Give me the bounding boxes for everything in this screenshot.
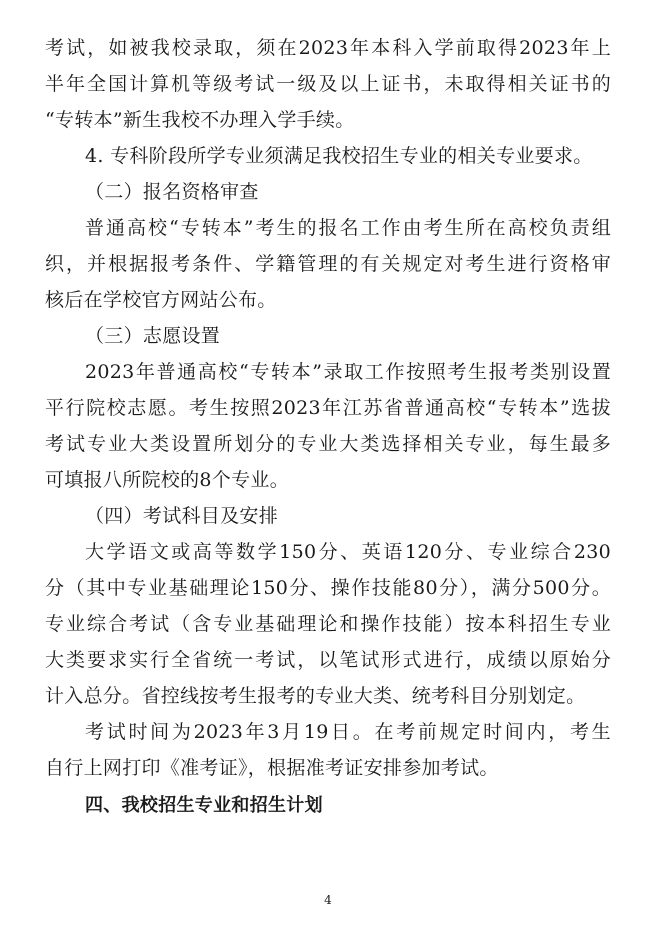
paragraph-line: “专转本”新生我校不办理入学手续。 <box>45 109 355 131</box>
paragraph-line: 2023年普通高校“专转本”录取工作按照考生报考类别设置 <box>85 361 611 383</box>
document-page <box>45 30 611 824</box>
paragraph-line: 4. 专科阶段所学专业须满足我校招生专业的相关专业要求。 <box>85 145 593 167</box>
paragraph-line: 平行院校志愿。考生按照2023年江苏省普通高校“专转本”选拔 <box>45 397 611 419</box>
paragraph-line: 考试专业大类设置所划分的专业大类选择相关专业，每生最多 <box>45 433 611 455</box>
paragraph-line: 半年全国计算机等级考试一级及以上证书，未取得相关证书的 <box>45 73 611 95</box>
paragraph-line: 核后在学校官方网站公布。 <box>45 289 277 311</box>
paragraph-line: 考试时间为2023年3月19日。在考前规定时间内，考生 <box>85 721 611 743</box>
paragraph-line: 大学语文或高等数学150分、英语120分、专业综合230 <box>85 541 611 563</box>
paragraph-line: 计入总分。省控线按考生报考的专业大类、统考科目分别划定。 <box>45 685 586 707</box>
paragraph-line: 可填报八所院校的8个专业。 <box>45 469 289 491</box>
section-title: （二）报名资格审查 <box>85 181 259 203</box>
paragraph-line: 考试，如被我校录取，须在2023年本科入学前取得2023年上 <box>45 37 611 59</box>
paragraph-line: 专业综合考试（含专业基础理论和操作技能）按本科招生专业 <box>45 613 611 635</box>
paragraph-line: 自行上网打印《准考证》，根据准考证安排参加考试。 <box>45 757 499 779</box>
section-title: （三）志愿设置 <box>85 325 221 347</box>
paragraph-line: 大类要求实行全省统一考试，以笔试形式进行，成绩以原始分 <box>45 649 611 671</box>
chapter-heading: 四、我校招生专业和招生计划 <box>85 795 323 816</box>
paragraph-line: 普通高校“专转本”考生的报名工作由考生所在高校负责组 <box>85 217 611 239</box>
page-number: 4 <box>324 893 332 907</box>
paragraph-line: 织，并根据报考条件、学籍管理的有关规定对考生进行资格审 <box>45 253 611 275</box>
section-title: （四）考试科目及安排 <box>85 505 279 527</box>
paragraph-line: 分（其中专业基础理论150分、操作技能80分），满分500分。 <box>45 577 611 599</box>
